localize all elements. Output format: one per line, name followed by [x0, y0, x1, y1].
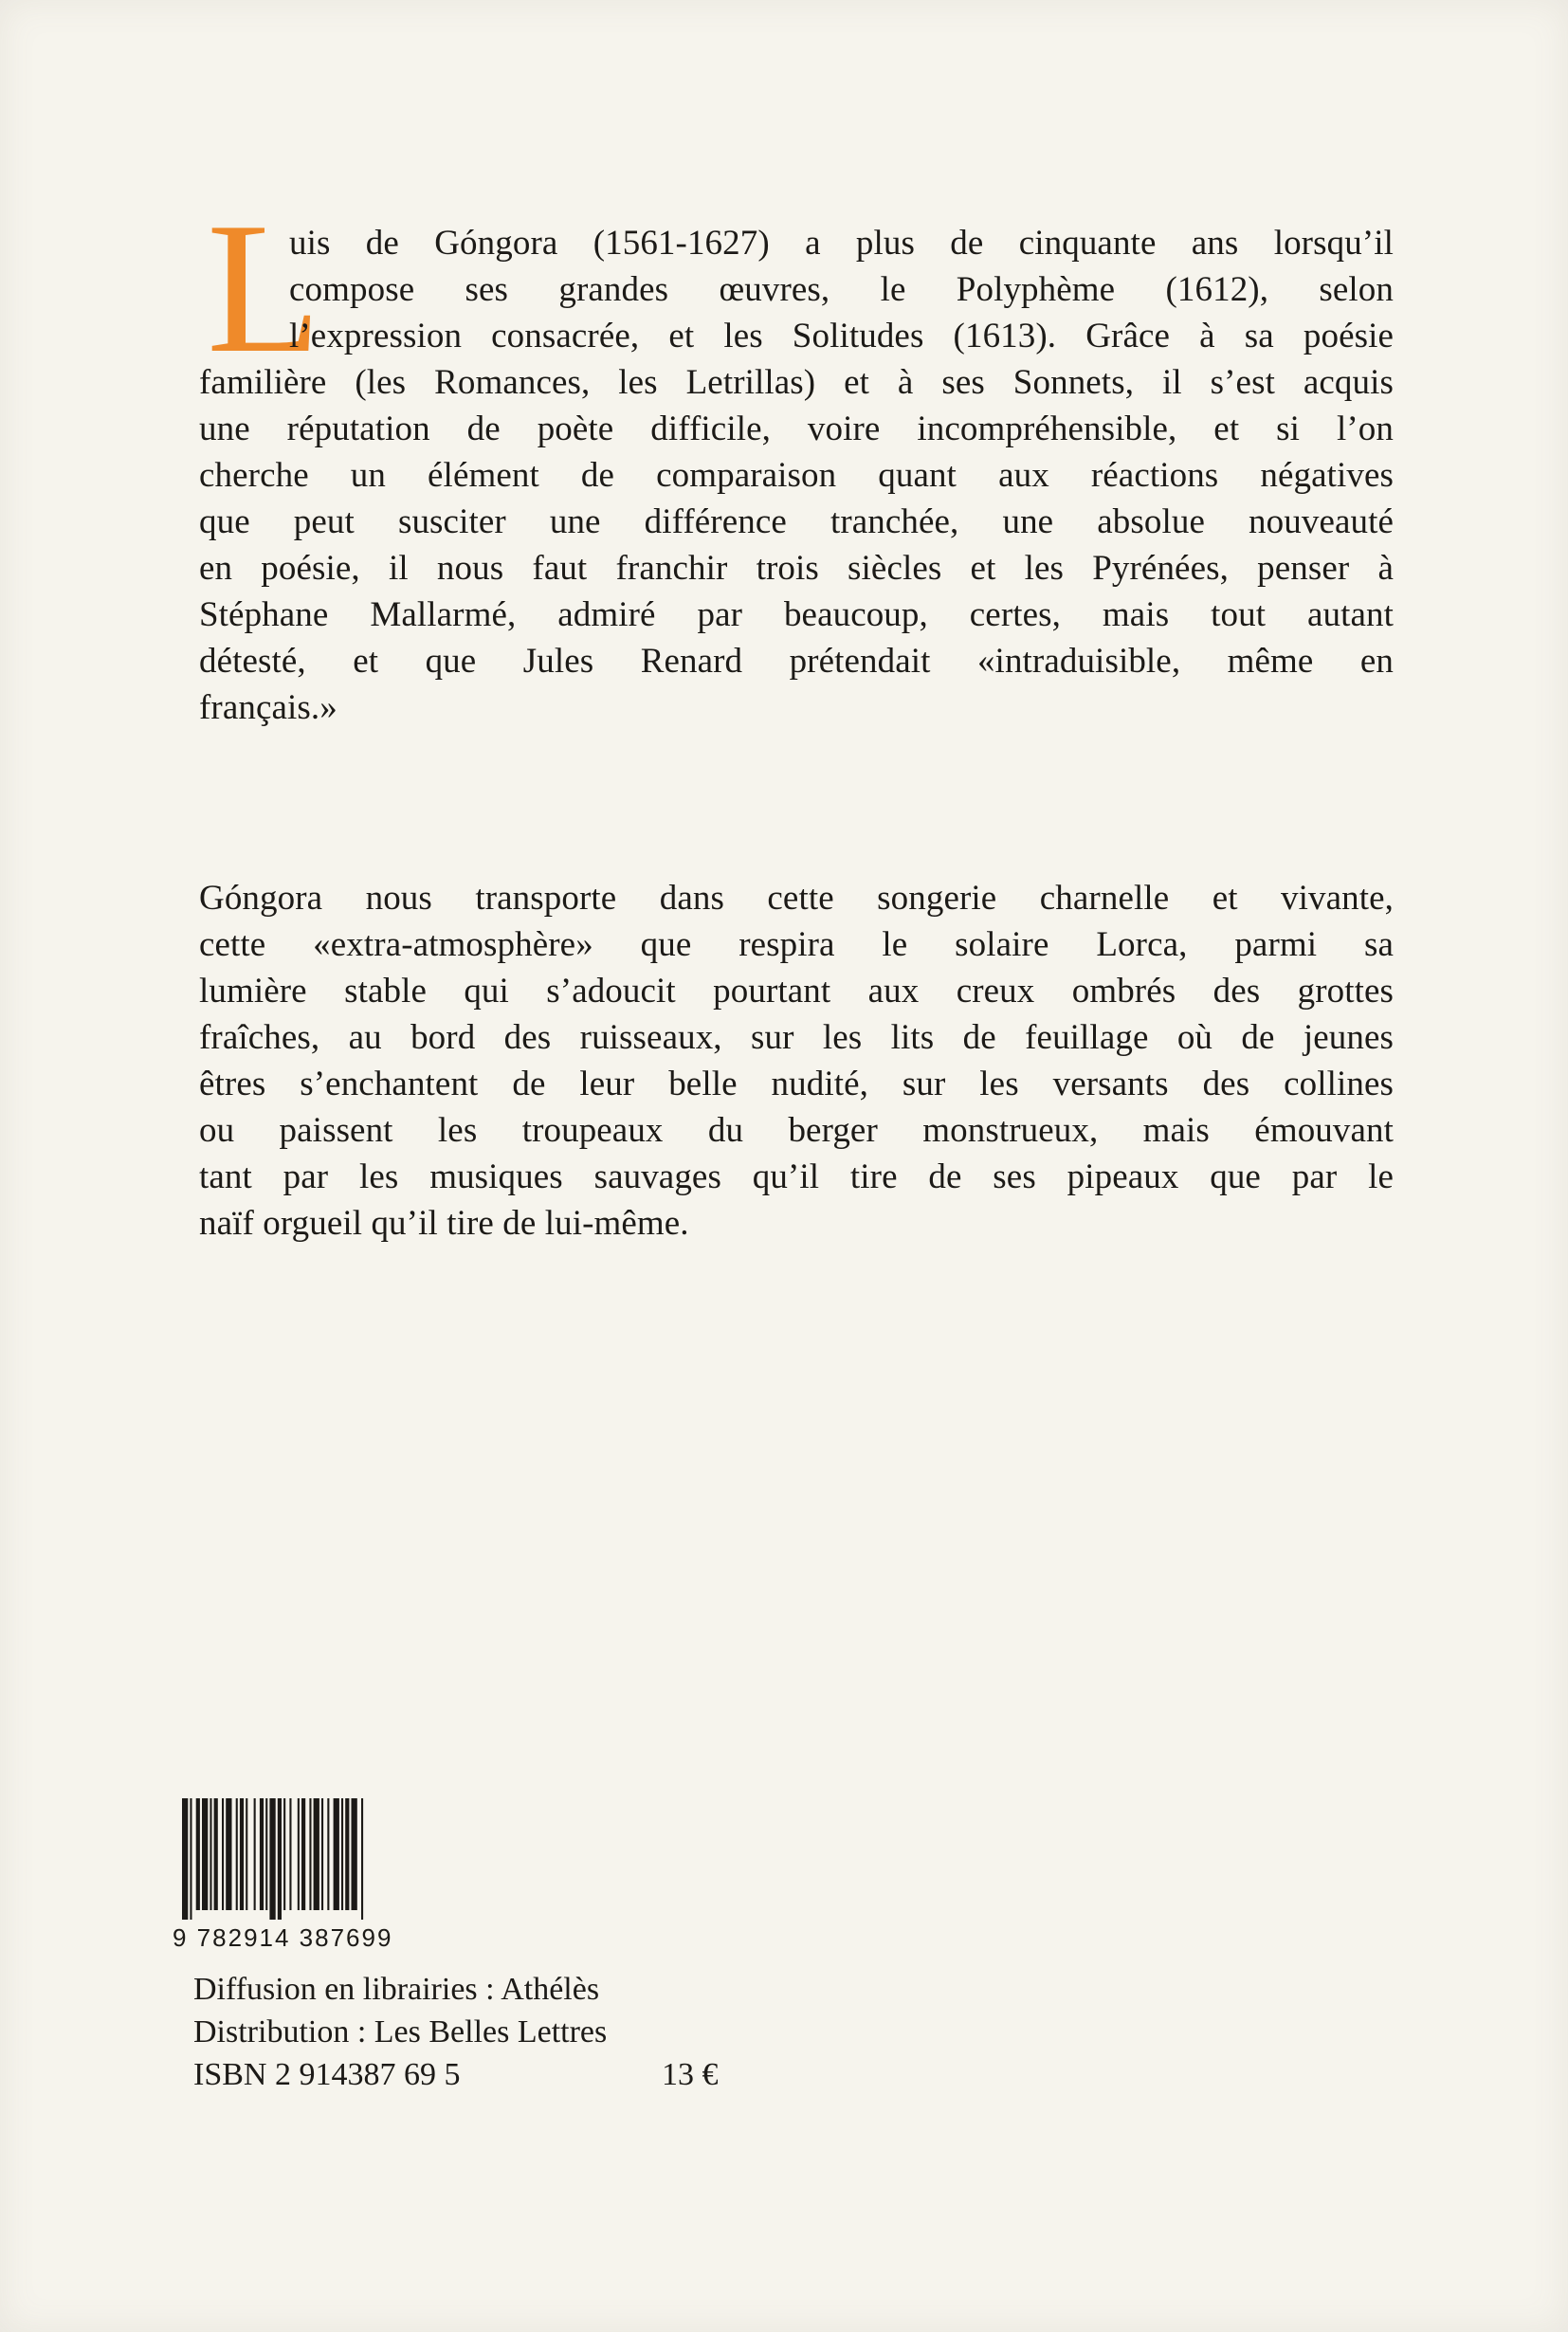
blurb-paragraph-1: [199, 220, 1394, 731]
barcode-bar: [260, 1798, 264, 1910]
barcode-bar: [210, 1798, 211, 1910]
barcode-bar: [309, 1798, 311, 1910]
barcode-bar: [301, 1798, 305, 1910]
text-line: en poésie, il nous faut franchir trois siècles et les Pyrénées, penser à: [199, 549, 1394, 588]
barcode-bar: [298, 1798, 300, 1910]
text-line: ou paissent les troupeaux du berger monstrueux, mais émouvant: [199, 1111, 1394, 1150]
barcode-bar: [327, 1798, 329, 1910]
barcode-bar: [214, 1798, 218, 1910]
text-line: fraîches, au bord des ruisseaux, sur les lits de feuillage où de jeunes: [199, 1018, 1394, 1057]
barcode-bar: [334, 1798, 339, 1910]
barcode-bar: [283, 1798, 285, 1910]
barcode-graphic: [167, 1796, 489, 1953]
text-line: l’expression consacrée, et les Solitudes (1613). Grâce à sa poésie: [289, 317, 1394, 355]
text-line: compose ses grandes œuvres, le Polyphème (1612), selon: [289, 270, 1394, 309]
text-line: uis de Góngora (1561-1627) a plus de cinquante ans lorsqu’il: [289, 224, 1394, 263]
imprint-block: [193, 1968, 607, 2096]
text-line: que peut susciter une différence tranchée, une absolue nouveauté: [199, 502, 1394, 541]
blurb-paragraph-2: [199, 875, 1394, 1247]
barcode-bar: [254, 1798, 256, 1910]
barcode-bar: [361, 1798, 363, 1920]
barcode-bar: [341, 1798, 343, 1910]
text-line: Stéphane Mallarmé, admiré par beaucoup, certes, mais tout autant: [199, 595, 1394, 634]
barcode-bar: [278, 1798, 282, 1920]
barcode-bar: [352, 1798, 357, 1910]
text-line: détesté, et que Jules Renard prétendait «intraduisible, même en: [199, 642, 1394, 681]
text-line: naïf orgueil qu’il tire de lui-même.: [199, 1204, 689, 1243]
barcode-bar: [240, 1798, 244, 1910]
barcode-bar: [182, 1798, 188, 1920]
barcode-bar: [269, 1798, 275, 1920]
text-line: français.»: [199, 688, 337, 727]
text-line: cherche un élément de comparaison quant aux réactions négatives: [199, 456, 1394, 495]
barcode-bar: [314, 1798, 319, 1910]
barcode-bar: [190, 1798, 191, 1920]
barcode-bar: [196, 1798, 200, 1910]
barcode-bar: [226, 1798, 231, 1910]
text-line: cette «extra-atmosphère» que respira le solaire Lorca, parmi sa: [199, 925, 1394, 964]
barcode-bar: [321, 1798, 323, 1910]
barcode-bar: [265, 1798, 267, 1910]
barcode-bar: [289, 1798, 291, 1910]
barcode-bar: [202, 1798, 208, 1910]
isbn-barcode: [167, 1796, 489, 1953]
price-label: 13 €: [662, 2057, 719, 2092]
text-line: êtres s’enchantent de leur belle nudité, sur les versants des collines: [199, 1065, 1394, 1103]
text-line: Góngora nous transporte dans cette songerie charnelle et vivante,: [199, 879, 1394, 918]
barcode-digits: 9 782914 387699: [173, 1923, 393, 1952]
diffusion-line: Diffusion en librairies : Athélès: [193, 1972, 600, 2007]
text-line: tant par les musiques sauvages qu’il tire de ses pipeaux que par le: [199, 1157, 1394, 1196]
text-line: familière (les Romances, les Letrillas) et à ses Sonnets, il s’est acquis: [199, 363, 1394, 402]
barcode-bar: [236, 1798, 238, 1910]
barcode-bar: [222, 1798, 224, 1910]
isbn-line: ISBN 2 914387 69 5: [193, 2057, 461, 2092]
barcode-bar: [345, 1798, 349, 1910]
barcode-bar: [246, 1798, 247, 1910]
text-line: une réputation de poète difficile, voire incompréhensible, et si l’on: [199, 410, 1394, 448]
text-line: lumière stable qui s’adoucit pourtant aux creux ombrés des grottes: [199, 972, 1394, 1011]
drop-cap-letter: L: [207, 184, 321, 392]
distribution-line: Distribution : Les Belles Lettres: [193, 2014, 608, 2050]
